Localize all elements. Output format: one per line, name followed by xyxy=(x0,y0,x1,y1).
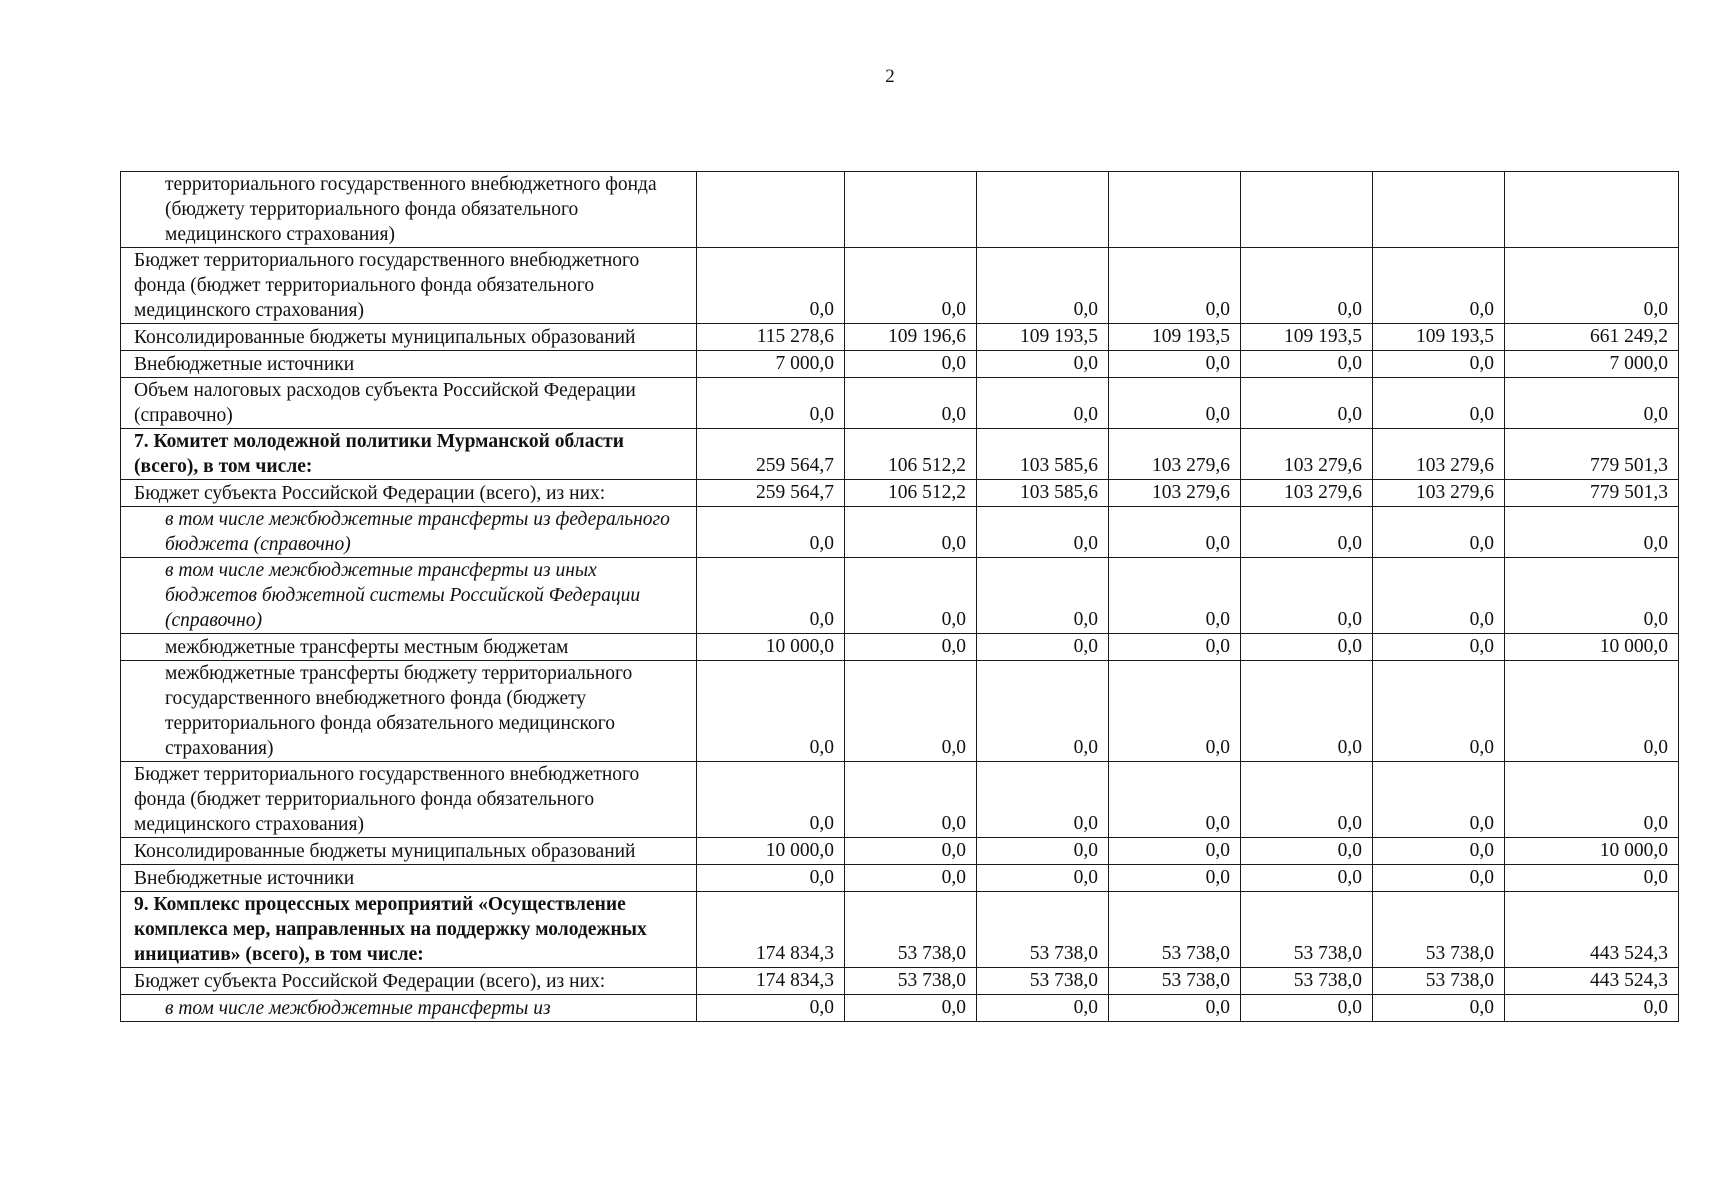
value-cell: 7 000,0 xyxy=(1505,351,1679,378)
value-cell: 103 279,6 xyxy=(1109,480,1241,507)
value-cell: 0,0 xyxy=(977,865,1109,892)
value-cell: 103 279,6 xyxy=(1241,480,1373,507)
value-cell: 0,0 xyxy=(1241,378,1373,429)
value-cell: 103 279,6 xyxy=(1241,429,1373,480)
value-cell: 0,0 xyxy=(1373,351,1505,378)
value-cell: 0,0 xyxy=(1109,248,1241,324)
value-cell: 109 193,5 xyxy=(1109,324,1241,351)
value-cell: 0,0 xyxy=(697,995,845,1022)
value-cell: 174 834,3 xyxy=(697,892,845,968)
value-cell: 779 501,3 xyxy=(1505,480,1679,507)
table-row xyxy=(121,507,1679,558)
value-cell: 174 834,3 xyxy=(697,968,845,995)
value-cell: 53 738,0 xyxy=(1373,892,1505,968)
value-cell: 0,0 xyxy=(1373,762,1505,838)
value-cell: 0,0 xyxy=(1505,378,1679,429)
table-row xyxy=(121,558,1679,634)
value-cell: 0,0 xyxy=(1241,351,1373,378)
value-cell: 443 524,3 xyxy=(1505,892,1679,968)
value-cell: 259 564,7 xyxy=(697,429,845,480)
value-cell xyxy=(1505,172,1679,248)
value-cell: 0,0 xyxy=(697,865,845,892)
value-cell: 0,0 xyxy=(1373,248,1505,324)
value-cell: 10 000,0 xyxy=(1505,838,1679,865)
value-cell: 53 738,0 xyxy=(977,968,1109,995)
value-cell: 0,0 xyxy=(1241,995,1373,1022)
row-label: Бюджет территориального государственного внебюджетного фонда (бюджет территориального фонда обязательного медицинского страхования) xyxy=(121,762,697,838)
value-cell: 109 193,5 xyxy=(1373,324,1505,351)
value-cell: 0,0 xyxy=(845,865,977,892)
value-cell: 0,0 xyxy=(1373,661,1505,762)
value-cell: 0,0 xyxy=(845,762,977,838)
row-label: в том числе межбюджетные трансферты из xyxy=(121,995,697,1022)
value-cell: 0,0 xyxy=(697,248,845,324)
value-cell: 0,0 xyxy=(1505,865,1679,892)
row-label: Бюджет территориального государственного внебюджетного фонда (бюджет территориального фонда обязательного медицинского страхования) xyxy=(121,248,697,324)
value-cell: 53 738,0 xyxy=(1109,892,1241,968)
value-cell: 0,0 xyxy=(845,351,977,378)
value-cell: 779 501,3 xyxy=(1505,429,1679,480)
value-cell: 109 196,6 xyxy=(845,324,977,351)
value-cell: 0,0 xyxy=(977,762,1109,838)
value-cell: 0,0 xyxy=(845,248,977,324)
value-cell: 443 524,3 xyxy=(1505,968,1679,995)
value-cell: 0,0 xyxy=(1109,507,1241,558)
value-cell: 0,0 xyxy=(1505,248,1679,324)
value-cell: 0,0 xyxy=(697,558,845,634)
value-cell: 0,0 xyxy=(1373,558,1505,634)
row-label: межбюджетные трансферты бюджету территориального государственного внебюджетного фонда (бюджету территориального фонда обязательного медицинского страхования) xyxy=(121,661,697,762)
row-label: 9. Комплекс процессных мероприятий «Осуществление комплекса мер, направленных на поддержку молодежных инициатив» (всего), в том числе: xyxy=(121,892,697,968)
value-cell: 53 738,0 xyxy=(1241,968,1373,995)
value-cell: 0,0 xyxy=(1373,865,1505,892)
value-cell: 109 193,5 xyxy=(977,324,1109,351)
table-row xyxy=(121,995,1679,1022)
value-cell: 115 278,6 xyxy=(697,324,845,351)
row-label: в том числе межбюджетные трансферты из иных бюджетов бюджетной системы Российской Федерации (справочно) xyxy=(121,558,697,634)
row-label: Бюджет субъекта Российской Федерации (всего), из них: xyxy=(121,480,697,507)
value-cell: 0,0 xyxy=(1241,248,1373,324)
value-cell: 0,0 xyxy=(1241,865,1373,892)
value-cell: 53 738,0 xyxy=(845,968,977,995)
value-cell: 0,0 xyxy=(1241,838,1373,865)
value-cell: 0,0 xyxy=(1109,558,1241,634)
value-cell: 53 738,0 xyxy=(1109,968,1241,995)
table-row xyxy=(121,172,1679,248)
value-cell: 0,0 xyxy=(977,351,1109,378)
table-row xyxy=(121,838,1679,865)
value-cell: 0,0 xyxy=(1241,634,1373,661)
value-cell: 0,0 xyxy=(1109,995,1241,1022)
value-cell: 0,0 xyxy=(697,378,845,429)
value-cell: 109 193,5 xyxy=(1241,324,1373,351)
value-cell: 661 249,2 xyxy=(1505,324,1679,351)
value-cell: 0,0 xyxy=(1505,762,1679,838)
value-cell: 0,0 xyxy=(845,558,977,634)
value-cell: 0,0 xyxy=(1373,378,1505,429)
page-number: 2 xyxy=(885,66,895,87)
value-cell: 0,0 xyxy=(977,634,1109,661)
table-row xyxy=(121,248,1679,324)
value-cell: 53 738,0 xyxy=(977,892,1109,968)
table-row xyxy=(121,351,1679,378)
row-label: в том числе межбюджетные трансферты из федерального бюджета (справочно) xyxy=(121,507,697,558)
value-cell: 0,0 xyxy=(845,378,977,429)
budget-table xyxy=(120,171,1679,1022)
value-cell: 10 000,0 xyxy=(697,634,845,661)
row-label: Внебюджетные источники xyxy=(121,351,697,378)
value-cell: 0,0 xyxy=(1373,838,1505,865)
value-cell: 106 512,2 xyxy=(845,429,977,480)
value-cell: 0,0 xyxy=(1373,995,1505,1022)
row-label: Внебюджетные источники xyxy=(121,865,697,892)
row-label: Бюджет субъекта Российской Федерации (всего), из них: xyxy=(121,968,697,995)
value-cell: 103 585,6 xyxy=(977,429,1109,480)
value-cell: 0,0 xyxy=(697,507,845,558)
table-row xyxy=(121,634,1679,661)
value-cell: 10 000,0 xyxy=(697,838,845,865)
value-cell: 53 738,0 xyxy=(1241,892,1373,968)
row-label: Консолидированные бюджеты муниципальных образований xyxy=(121,324,697,351)
budget-table-body xyxy=(121,172,1679,1022)
value-cell: 259 564,7 xyxy=(697,480,845,507)
value-cell: 103 279,6 xyxy=(1373,429,1505,480)
value-cell xyxy=(1109,172,1241,248)
row-label: Объем налоговых расходов субъекта Российской Федерации (справочно) xyxy=(121,378,697,429)
table-row xyxy=(121,661,1679,762)
value-cell: 0,0 xyxy=(845,838,977,865)
value-cell: 0,0 xyxy=(845,661,977,762)
table-row xyxy=(121,480,1679,507)
value-cell: 0,0 xyxy=(1241,762,1373,838)
value-cell: 10 000,0 xyxy=(1505,634,1679,661)
value-cell: 0,0 xyxy=(1109,762,1241,838)
value-cell: 53 738,0 xyxy=(1373,968,1505,995)
value-cell xyxy=(977,172,1109,248)
value-cell: 0,0 xyxy=(977,838,1109,865)
value-cell: 0,0 xyxy=(977,558,1109,634)
value-cell: 0,0 xyxy=(1241,507,1373,558)
value-cell: 0,0 xyxy=(1373,507,1505,558)
table-row xyxy=(121,892,1679,968)
table-row xyxy=(121,324,1679,351)
table-row xyxy=(121,968,1679,995)
value-cell: 0,0 xyxy=(977,507,1109,558)
value-cell: 0,0 xyxy=(1505,507,1679,558)
value-cell: 0,0 xyxy=(1505,558,1679,634)
value-cell: 0,0 xyxy=(845,507,977,558)
value-cell: 0,0 xyxy=(1109,634,1241,661)
value-cell xyxy=(1241,172,1373,248)
row-label: 7. Комитет молодежной политики Мурманской области (всего), в том числе: xyxy=(121,429,697,480)
value-cell: 0,0 xyxy=(1373,634,1505,661)
table-row xyxy=(121,378,1679,429)
value-cell: 0,0 xyxy=(845,634,977,661)
value-cell: 0,0 xyxy=(977,995,1109,1022)
value-cell: 0,0 xyxy=(845,995,977,1022)
value-cell: 106 512,2 xyxy=(845,480,977,507)
value-cell: 0,0 xyxy=(1109,838,1241,865)
value-cell xyxy=(1373,172,1505,248)
value-cell: 0,0 xyxy=(1505,661,1679,762)
value-cell: 103 279,6 xyxy=(1109,429,1241,480)
value-cell: 7 000,0 xyxy=(697,351,845,378)
value-cell: 0,0 xyxy=(1109,351,1241,378)
value-cell: 0,0 xyxy=(1109,661,1241,762)
value-cell: 0,0 xyxy=(1241,661,1373,762)
value-cell: 0,0 xyxy=(977,248,1109,324)
row-label: территориального государственного внебюджетного фонда (бюджету территориального фонда обязательного медицинского страхования) xyxy=(121,172,697,248)
table-row xyxy=(121,429,1679,480)
value-cell: 103 279,6 xyxy=(1373,480,1505,507)
table-row xyxy=(121,762,1679,838)
value-cell: 0,0 xyxy=(1109,865,1241,892)
value-cell: 0,0 xyxy=(977,661,1109,762)
value-cell xyxy=(697,172,845,248)
row-label: межбюджетные трансферты местным бюджетам xyxy=(121,634,697,661)
value-cell: 0,0 xyxy=(1241,558,1373,634)
value-cell: 0,0 xyxy=(1505,995,1679,1022)
row-label: Консолидированные бюджеты муниципальных образований xyxy=(121,838,697,865)
value-cell: 103 585,6 xyxy=(977,480,1109,507)
value-cell xyxy=(845,172,977,248)
value-cell: 53 738,0 xyxy=(845,892,977,968)
value-cell: 0,0 xyxy=(977,378,1109,429)
value-cell: 0,0 xyxy=(1109,378,1241,429)
value-cell: 0,0 xyxy=(697,762,845,838)
table-row xyxy=(121,865,1679,892)
value-cell: 0,0 xyxy=(697,661,845,762)
